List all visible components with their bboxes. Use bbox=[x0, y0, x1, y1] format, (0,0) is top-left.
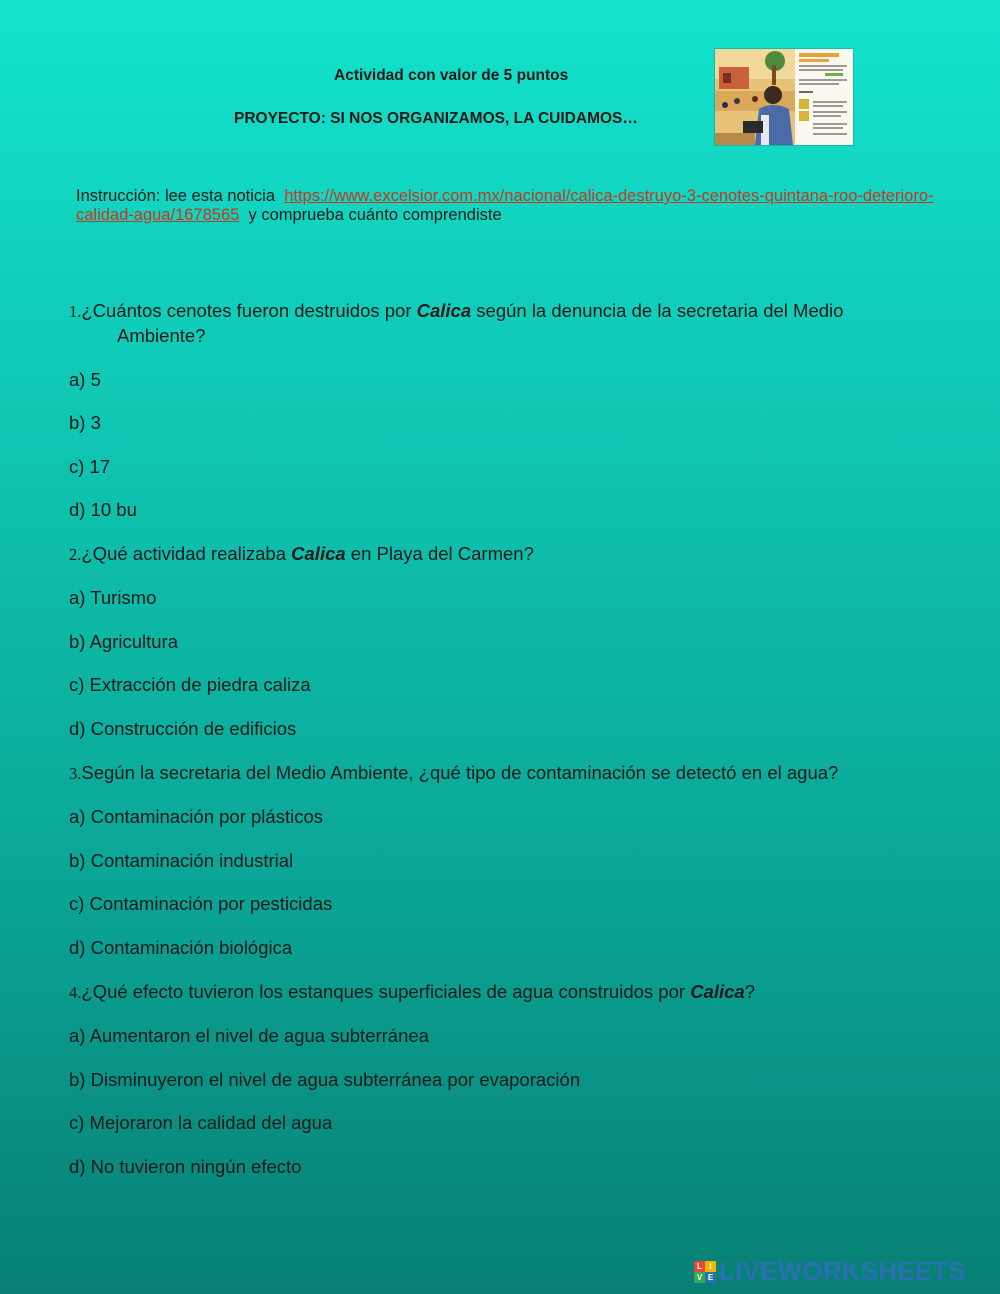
q4-option-d[interactable]: d) No tuvieron ningún efecto bbox=[69, 1156, 302, 1177]
question-4 bbox=[69, 981, 755, 1003]
q4-option-a[interactable]: a) Aumentaron el nivel de agua subterránea bbox=[69, 1025, 429, 1046]
question-text-end: en Playa del Carmen? bbox=[345, 543, 534, 564]
q2-option-c[interactable]: c) Extracción de piedra caliza bbox=[69, 674, 311, 695]
question-text: ¿Cuántos cenotes fueron destruidos por bbox=[81, 300, 417, 321]
liveworksheets-logo-icon bbox=[694, 1261, 716, 1283]
news-link[interactable]: https://www.excelsior.com.mx/nacional/calica-destruyo-3-cenotes-quintana-roo-deterioro-calidad-agua/1678565 bbox=[76, 187, 934, 224]
question-emphasis: Calica bbox=[291, 543, 346, 564]
question-1 bbox=[69, 300, 843, 322]
q3-option-d[interactable]: d) Contaminación biológica bbox=[69, 937, 293, 958]
textbook-page-thumbnail bbox=[715, 49, 853, 145]
logo-letter-v: V bbox=[694, 1272, 705, 1283]
question-2 bbox=[69, 543, 534, 565]
liveworksheets-brand bbox=[694, 1256, 966, 1287]
logo-letter-e: E bbox=[705, 1272, 716, 1283]
project-title: PROYECTO: SI NOS ORGANIZAMOS, LA CUIDAMOS… bbox=[234, 110, 638, 127]
question-number: 1. bbox=[69, 302, 82, 321]
q1-option-b[interactable]: b) 3 bbox=[69, 412, 101, 433]
q1-option-c[interactable]: c) 17 bbox=[69, 456, 111, 477]
question-text: Según la secretaria del Medio Ambiente, ¿qué tipo de contaminación se detectó en el agua? bbox=[81, 762, 839, 783]
question-text: ¿Qué actividad realizaba bbox=[81, 543, 292, 564]
logo-letter-l: L bbox=[694, 1261, 705, 1272]
question-text-end: según la denuncia de la secretaria del Medio bbox=[471, 300, 844, 321]
q1-option-d[interactable]: d) 10 bu bbox=[69, 499, 137, 520]
question-number: 2. bbox=[69, 545, 82, 564]
q4-option-b[interactable]: b) Disminuyeron el nivel de agua subterránea por evaporación bbox=[69, 1069, 581, 1090]
q2-option-d[interactable]: d) Construcción de edificios bbox=[69, 718, 297, 739]
question-text: ¿Qué efecto tuvieron los estanques superficiales de agua construidos por bbox=[81, 981, 691, 1002]
instruction bbox=[76, 187, 936, 225]
activity-title: Actividad con valor de 5 puntos bbox=[334, 67, 569, 84]
q3-option-a[interactable]: a) Contaminación por plásticos bbox=[69, 806, 323, 827]
question-emphasis: Calica bbox=[416, 300, 472, 321]
question-number: 4. bbox=[69, 983, 82, 1002]
instruction-suffix: y comprueba cuánto comprendiste bbox=[248, 206, 502, 224]
brand-name: LIVEWORKSHEETS bbox=[719, 1256, 966, 1286]
question-text-end: ? bbox=[744, 981, 755, 1002]
question-3 bbox=[69, 762, 838, 784]
q2-option-a[interactable]: a) Turismo bbox=[69, 587, 157, 608]
question-emphasis: Calica bbox=[690, 981, 745, 1002]
textbook-illustration bbox=[715, 49, 853, 145]
q3-option-c[interactable]: c) Contaminación por pesticidas bbox=[69, 893, 333, 914]
instruction-prefix: Instrucción: lee esta noticia bbox=[76, 187, 276, 205]
logo-letter-i: I bbox=[705, 1261, 716, 1272]
q4-option-c[interactable]: c) Mejoraron la calidad del agua bbox=[69, 1112, 333, 1133]
q2-option-b[interactable]: b) Agricultura bbox=[69, 631, 178, 652]
question-number: 3. bbox=[69, 764, 82, 783]
question-1-continuation: Ambiente? bbox=[117, 325, 206, 346]
q3-option-b[interactable]: b) Contaminación industrial bbox=[69, 850, 294, 871]
q1-option-a[interactable]: a) 5 bbox=[69, 369, 101, 390]
